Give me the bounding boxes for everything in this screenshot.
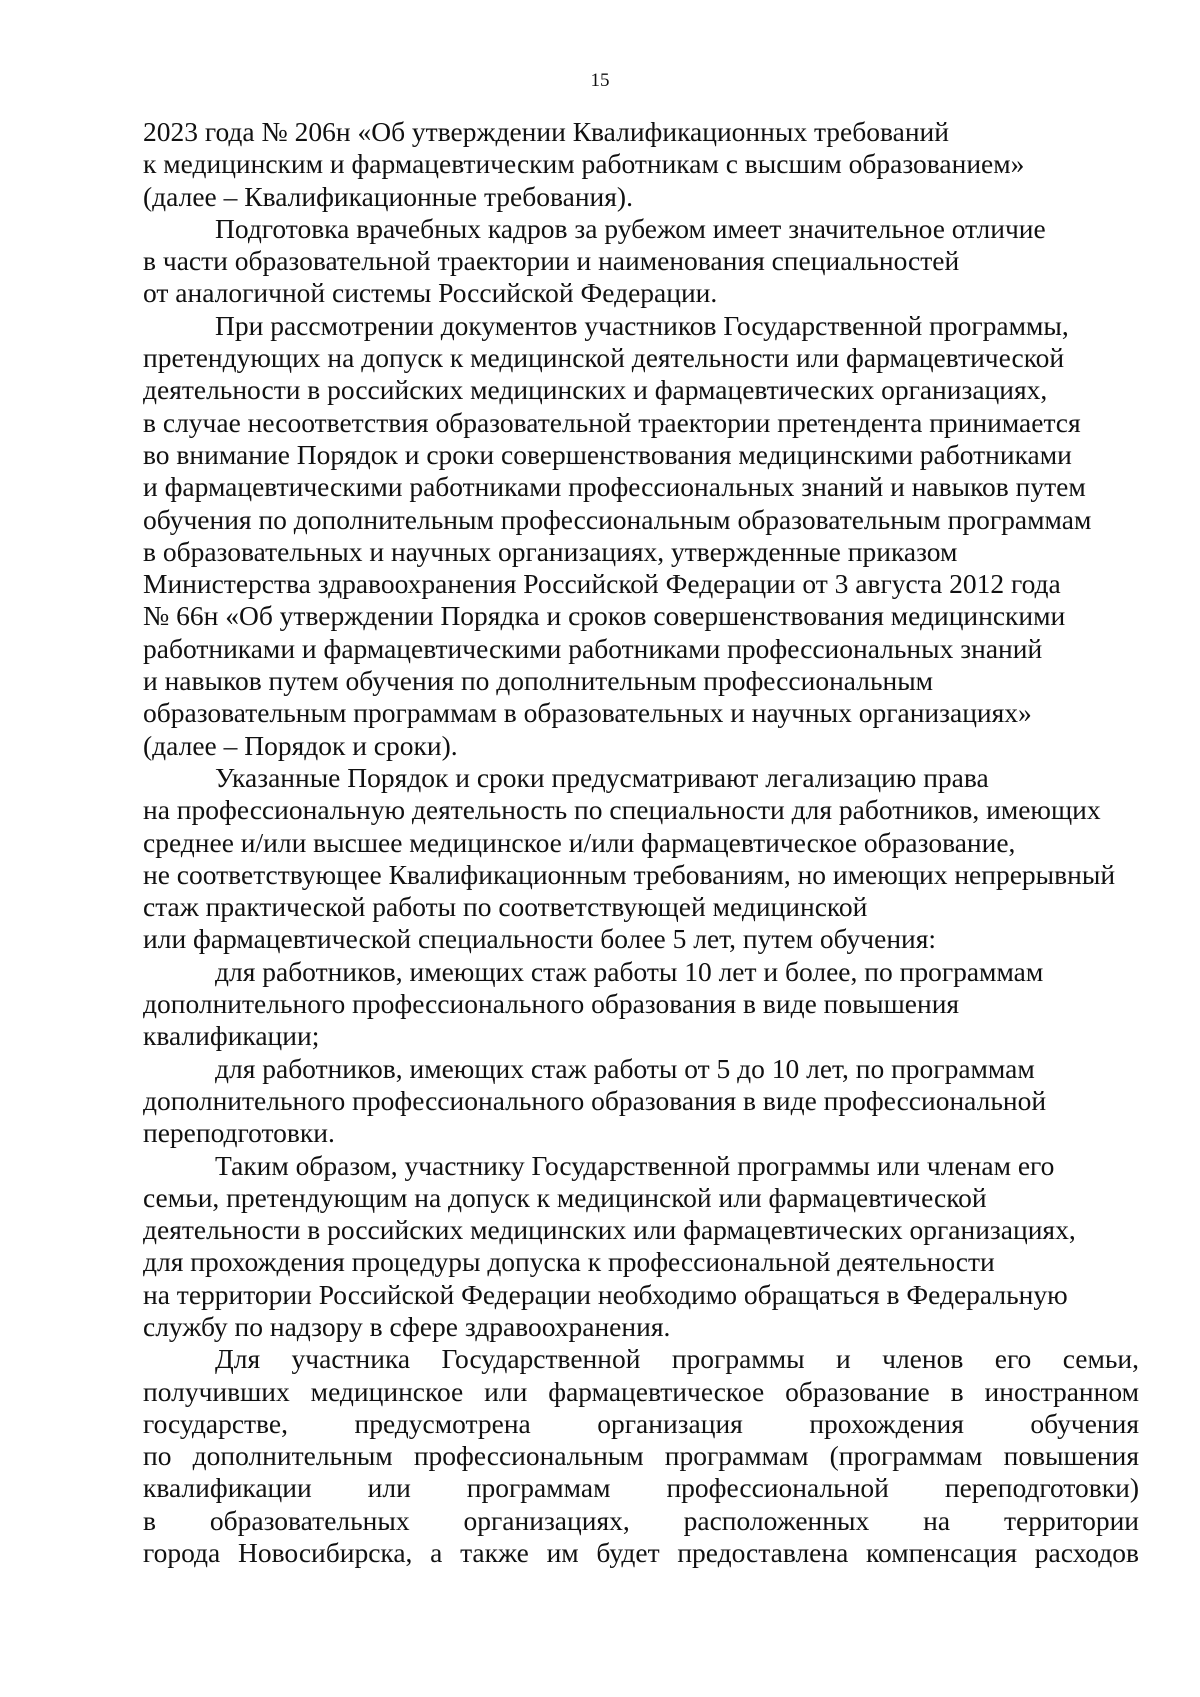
text-line: претендующих на допуск к медицинской деятельности или фармацевтической: [143, 342, 1065, 374]
text-line: получивших медицинское или фармацевтическое образование в иностранном: [143, 1375, 1139, 1407]
text-line: государстве, предусмотрена организация прохождения обучения: [143, 1407, 1139, 1439]
text-line: При рассмотрении документов участников Государственной программы,: [215, 309, 1069, 341]
paragraph-7: [143, 1150, 1139, 1344]
text-line: обучения по дополнительным профессиональным образовательным программам: [143, 503, 1092, 535]
text-line: дополнительного профессионального образования в виде повышения: [143, 988, 960, 1020]
text-line: среднее и/или высшее медицинское и/или фармацевтическое образование,: [143, 826, 1016, 858]
text-line: (далее – Квалификационные требования).: [143, 180, 633, 212]
text-line: к медицинским и фармацевтическим работникам с высшим образованием»: [143, 148, 1025, 180]
paragraph-8: [143, 1343, 1139, 1569]
text-line: дополнительного профессионального образования в виде профессиональной: [143, 1084, 1047, 1116]
text-line: переподготовки.: [143, 1117, 335, 1149]
text-line: для работников, имеющих стаж работы от 5 до 10 лет, по программам: [215, 1052, 1035, 1084]
text-line: в случае несоответствия образовательной траектории претендента принимается: [143, 406, 1081, 438]
text-line: для прохождения процедуры допуска к профессиональной деятельности: [143, 1246, 995, 1278]
text-line: города Новосибирска, а также им будет предоставлена компенсация расходов: [143, 1537, 1139, 1569]
text-line: работниками и фармацевтическими работниками профессиональных знаний: [143, 632, 1043, 664]
paragraph-6: [143, 1053, 1139, 1150]
text-line: стаж практической работы по соответствующей медицинской: [143, 891, 868, 923]
text-line: № 66н «Об утверждении Порядка и сроков совершенствования медицинскими: [143, 600, 1066, 632]
text-line: Для участника Государственной программы и членов его семьи,: [215, 1343, 1139, 1375]
text-line: Подготовка врачебных кадров за рубежом имеет значительное отличие: [215, 212, 1046, 244]
text-line: или фармацевтической специальности более 5 лет, путем обучения:: [143, 923, 937, 955]
paragraph-3: [143, 310, 1139, 762]
text-line: деятельности в российских медицинских или фармацевтических организациях,: [143, 1214, 1076, 1246]
page-number: 15: [590, 70, 610, 91]
text-line: для работников, имеющих стаж работы 10 лет и более, по программам: [215, 955, 1044, 987]
paragraph-4: [143, 762, 1139, 956]
text-line: в части образовательной траектории и наименования специальностей: [143, 245, 960, 277]
text-line: в образовательных и научных организациях, утвержденные приказом: [143, 535, 958, 567]
text-line: Указанные Порядок и сроки предусматривают легализацию права: [215, 761, 989, 793]
paragraph-5: [143, 956, 1139, 1053]
text-line: и фармацевтическими работниками профессиональных знаний и навыков путем: [143, 471, 1086, 503]
text-line: по дополнительным профессиональным программам (программам повышения: [143, 1440, 1139, 1472]
text-line: семьи, претендующим на допуск к медицинской или фармацевтической: [143, 1181, 987, 1213]
text-line: не соответствующее Квалификационным требованиям, но имеющих непрерывный: [143, 858, 1116, 890]
text-line: деятельности в российских медицинских и фармацевтических организациях,: [143, 374, 1048, 406]
text-line: на профессиональную деятельность по специальности для работников, имеющих: [143, 794, 1101, 826]
text-line: образовательным программам в образовательных и научных организациях»: [143, 697, 1032, 729]
paragraph-1: [143, 116, 1139, 213]
text-line: и навыков путем обучения по дополнительным профессиональным: [143, 665, 934, 697]
text-line: (далее – Порядок и сроки).: [143, 729, 458, 761]
text-line: Таким образом, участнику Государственной программы или членам его: [215, 1149, 1055, 1181]
paragraph-2: [143, 213, 1139, 310]
text-line: квалификации или программам профессиональной переподготовки): [143, 1472, 1139, 1504]
text-line: квалификации;: [143, 1020, 320, 1052]
text-line: Министерства здравоохранения Российской Федерации от 3 августа 2012 года: [143, 568, 1061, 600]
text-line: в образовательных организациях, расположенных на территории: [143, 1504, 1139, 1536]
text-line: на территории Российской Федерации необходимо обращаться в Федеральную: [143, 1278, 1068, 1310]
text-line: от аналогичной системы Российской Федерации.: [143, 277, 718, 309]
text-line: службу по надзору в сфере здравоохранения.: [143, 1310, 671, 1342]
text-line: 2023 года № 206н «Об утверждении Квалификационных требований: [143, 116, 949, 147]
text-line: во внимание Порядок и сроки совершенствования медицинскими работниками: [143, 438, 1072, 470]
document-body: [143, 116, 1139, 1569]
